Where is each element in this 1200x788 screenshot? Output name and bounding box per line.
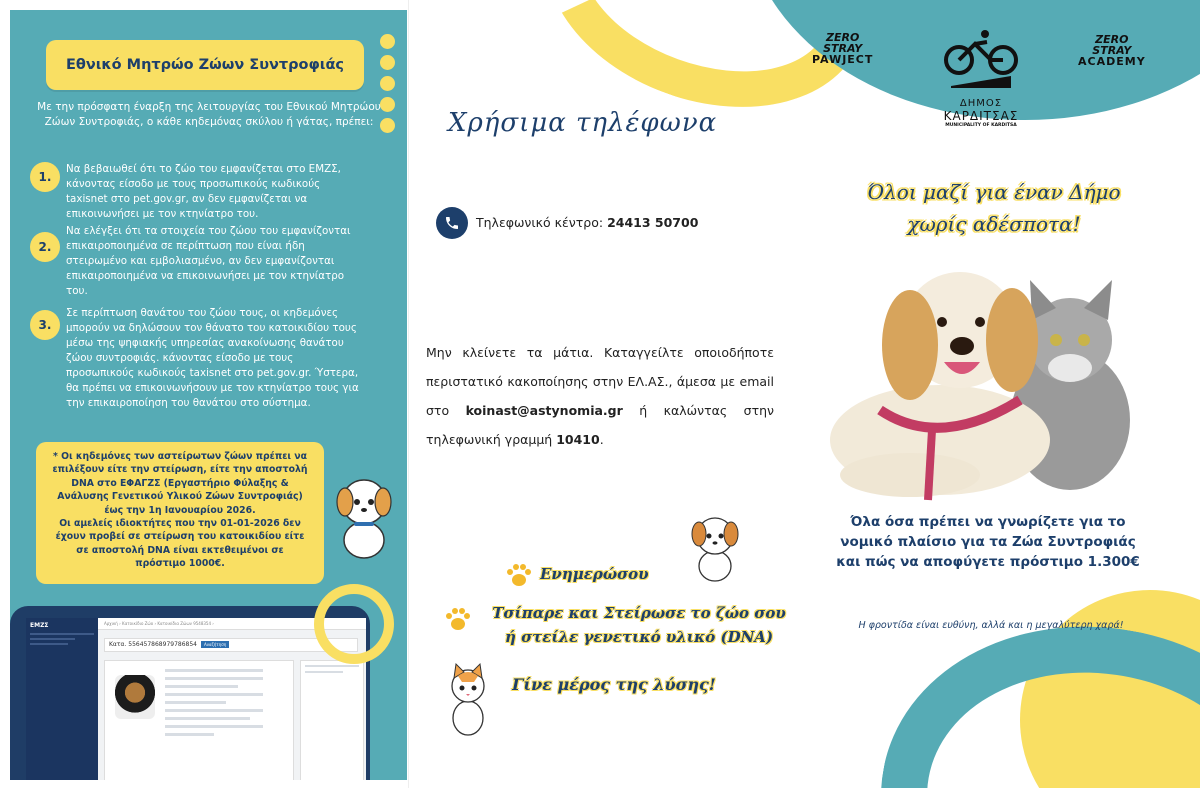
screen-breadcrumb: Αρχική › Κατοικίδιο Ζώο › Κατοικίδια Ζώων 9548354 › <box>98 618 366 630</box>
hotline-number[interactable]: 10410 <box>556 432 600 447</box>
solution-label: Γίνε μέρος της λύσης! <box>512 675 716 694</box>
paw-icon <box>505 562 533 588</box>
screen-search-bar: Κατα. 556457868979786854 Αναζήτηση <box>104 638 358 652</box>
legal-info-text: Όλα όσα πρέπει να γνωρίζετε για το νομικό πλαίσιο για τα Ζώα Συντροφιάς και πώς να αποφύγετε πρόστιμο 1.300€ <box>836 514 1140 570</box>
zero-stray-pawject-logo: ZERO STRAY PAWJECT <box>812 31 874 66</box>
kitten-illustration <box>444 662 492 738</box>
step-3-badge: 3. <box>30 310 60 340</box>
step-2-text: Να ελέγξει ότι τα στοιχεία του ζώου του εμφανίζονται επικαιροποιημένα σε περίπτωση που είναι ήδη στειρωμένο και εμβολιασμένο, αν δεν εμφανίζονται επικαιροποιημένα να επικοινωνήσει με τον κτηνίατρο του. <box>66 225 351 297</box>
registry-title: Εθνικό Μητρώο Ζώων Συντροφιάς <box>65 57 345 73</box>
municipality-logo: ΔΗΜΟΣ ΚΑΡΔΙΤΣΑΣ MUNICIPALITY OF KARDITSA <box>938 30 1024 128</box>
chip-line-2: ή στείλε γενετικό υλικό (DNA) <box>504 628 774 646</box>
decorative-ring <box>314 584 394 664</box>
chip-line-1: Τσίπαρε και Στείρωσε το ζώο σου <box>492 604 786 622</box>
pet-record-side-card <box>300 660 364 780</box>
step-1-text: Να βεβαιωθεί ότι το ζώο του εμφανίζεται στο ΕΜΖΣ, κάνοντας είσοδο με τους προσωπικούς κωδικούς taxisnet στο pet.gov.gr, αν δεν εμφανίζεται να επικοινωνήσει με τον κτηνίατρο του. <box>66 163 341 220</box>
dog-and-cat-photo <box>820 250 1160 510</box>
paw-icon <box>444 606 472 632</box>
registry-title-box <box>46 40 364 90</box>
fold-line <box>408 0 409 788</box>
zero-stray-academy-logo: ZERO STRAY ACADEMY <box>1078 33 1146 68</box>
screen-sidebar: ΕΜΖΣ <box>26 618 98 780</box>
puppy-small-illustration <box>686 508 744 584</box>
care-tagline: Η φροντίδα είναι ευθύνη, αλλά και η μεγαλύτερη χαρά! <box>858 620 1124 631</box>
step-2-badge: 2. <box>30 232 60 262</box>
slogan: Όλοι μαζί για έναν Δήμο χωρίς αδέσποτα! <box>867 180 1121 236</box>
pet-record-card <box>104 660 294 780</box>
inform-label: Ενημερώσου <box>540 565 649 583</box>
step-3-text: Σε περίπτωση θανάτου του ζώου τους, οι κηδεμόνες μπορούν να δηλώσουν τον θάνατο του κατοικιδίου τους μέσω της ψηφιακής υπηρεσίας ανακοίνωσης θανάτου ζώου συντροφιάς. κάνοντας είσοδο με τους προσωπικούς κωδικούς taxisnet στο pet.gov.gr. Ύστερα, θα πρέπει να επικοινωνήσουν με τον κτηνίατρο τους για την επικαιροποίηση του θανάτου στο σύστημα. <box>66 307 359 409</box>
phone-center: Τηλεφωνικό κέντρο: 24413 50700 <box>476 215 699 230</box>
intro-text: Με την πρόσφατη έναρξη της λειτουργίας του Εθνικού Μητρώου Ζώων Συντροφιάς, ο κάθε κηδεμόνας σκύλου ή γάτας, πρέπει: <box>37 101 381 128</box>
puppy-illustration <box>332 462 396 562</box>
phone-number[interactable]: 24413 50700 <box>607 215 699 230</box>
sterilization-notice: * Οι κηδεμόνες των αστείρωτων ζώων πρέπει να επιλέξουν είτε την στείρωση, είτε την αποστολή DNA στο ΕΦΑΓΖΣ (Εργαστήριο Φύλαξης & Ανάλυσης Γενετικού Υλικού Ζώων Συντροφιάς) έως την 1η Ιανουαρίου 2026. Οι αμελείς ιδιοκτήτες που την 01-01-2026 δεν έχουν προβεί σε στείρωση του κατοικιδίου είτε σε αποστολή DNA είναι εκτεθειμένοι σε πρόστιμο 1000€. <box>36 442 324 584</box>
left-panel <box>10 10 407 780</box>
dog-photo <box>115 675 155 719</box>
report-abuse-text: Μην κλείνετε τα μάτια. Καταγγείλτε οποιοδήποτε περιστατικό κακοποίησης στην ΕΛ.ΑΣ., άμεσα με email στο koinast@astynomia.gr ή καλώντας στην τηλεφωνική γραμμή 10410. <box>426 345 774 447</box>
step-1-badge: 1. <box>30 162 60 192</box>
registry-screen <box>26 618 366 780</box>
police-email[interactable]: koinast@astynomia.gr <box>465 403 623 418</box>
bicycle-icon <box>941 30 1021 90</box>
phone-icon <box>436 207 468 239</box>
useful-phones-heading: Χρήσιμα τηλέφωνα <box>448 108 718 138</box>
